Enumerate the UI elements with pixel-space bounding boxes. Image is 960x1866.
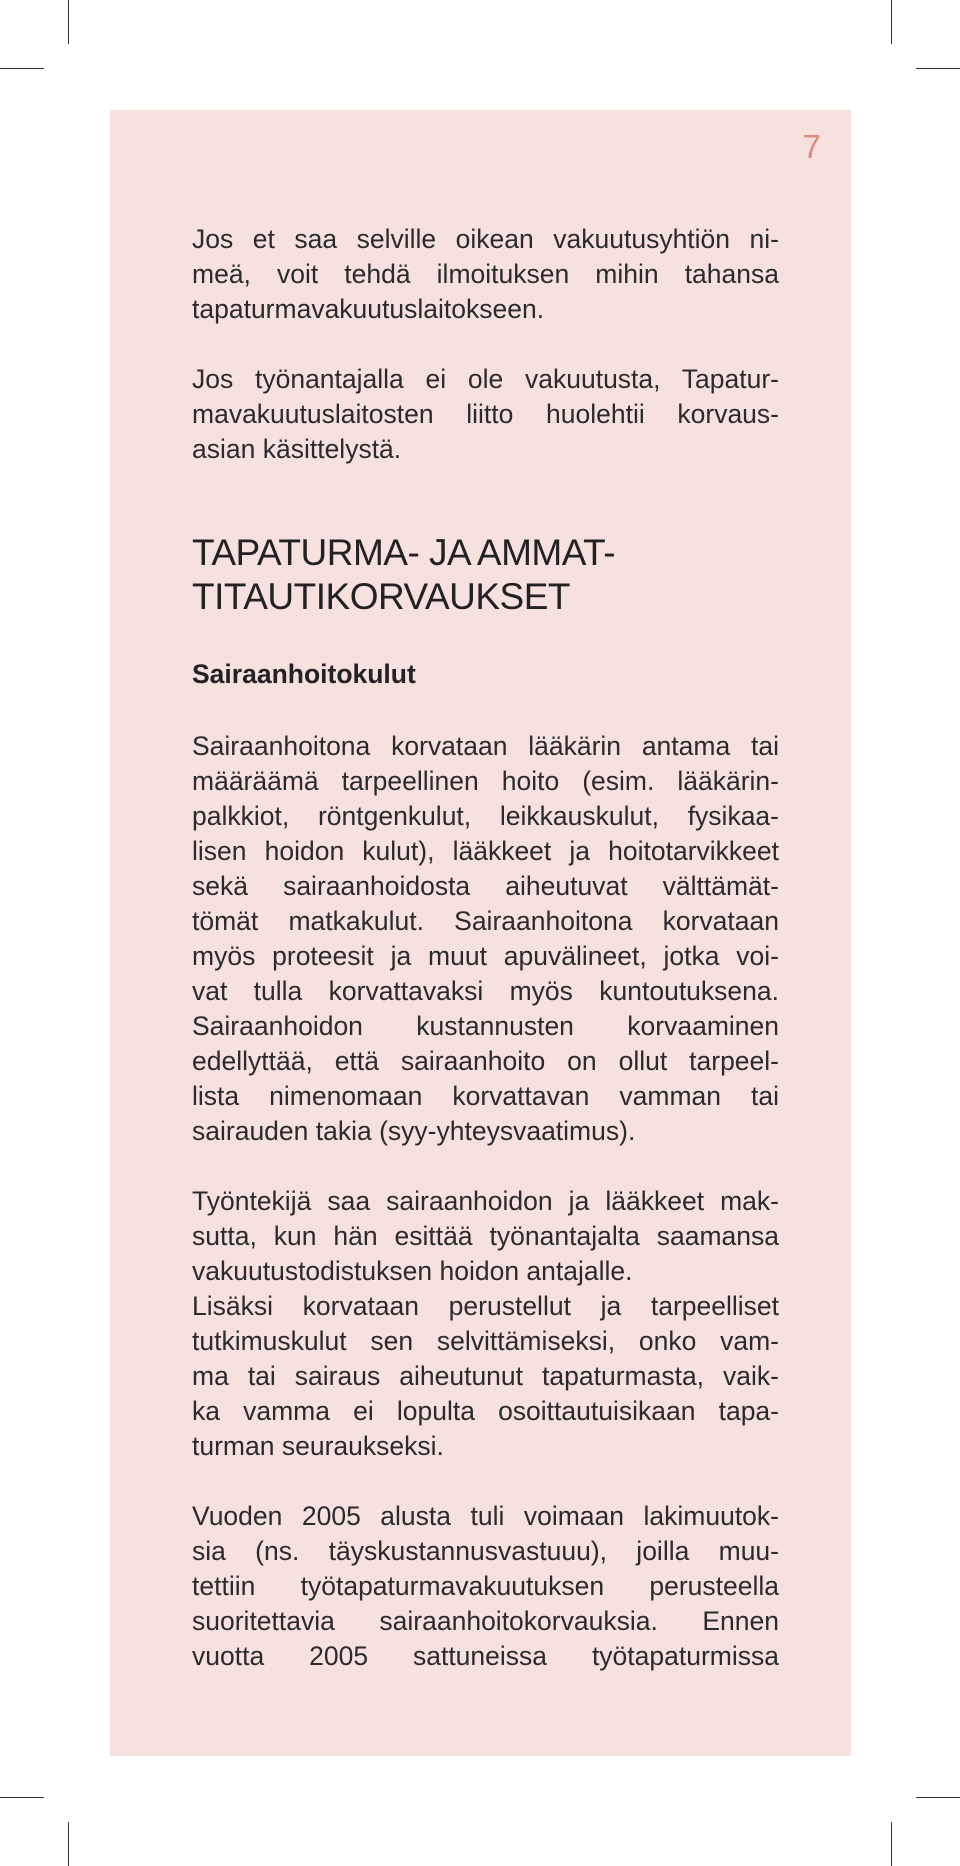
crop-mark-bottom-right bbox=[891, 1822, 892, 1866]
main-paragraph-2 bbox=[192, 1184, 779, 1464]
text-line: lista nimenomaan korvattavan vamman tai bbox=[192, 1081, 779, 1111]
text-line: tettiin työtapaturmavakuutuksen perusteella bbox=[192, 1571, 779, 1601]
text-line: Vuoden 2005 alusta tuli voimaan lakimuutok- bbox=[192, 1501, 779, 1531]
crop-mark-top-right bbox=[891, 0, 892, 44]
text-line: ma tai sairaus aiheutunut tapaturmasta, vaik- bbox=[192, 1361, 779, 1391]
heading-line: TITAUTIKORVAUKSET bbox=[192, 576, 570, 617]
text-line: vat tulla korvattavaksi myös kuntoutuksena. bbox=[192, 976, 779, 1006]
text-line: sia (ns. täyskustannusvastuuu), joilla muu- bbox=[192, 1536, 779, 1566]
text-line: Työntekijä saa sairaanhoidon ja lääkkeet mak- bbox=[192, 1186, 779, 1216]
crop-mark-top-right-h bbox=[916, 68, 960, 69]
text-line: asian käsittelystä. bbox=[192, 434, 402, 464]
text-line: meä, voit tehdä ilmoituksen mihin tahansa bbox=[192, 259, 779, 289]
section-heading bbox=[192, 531, 779, 619]
heading-line: TAPATURMA- JA AMMAT- bbox=[192, 532, 616, 573]
text-line: Jos työnantajalla ei ole vakuutusta, Tapatur- bbox=[192, 364, 779, 394]
crop-mark-top-left-h bbox=[0, 68, 44, 69]
text-line: lisen hoidon kulut), lääkkeet ja hoitotarvikkeet bbox=[192, 836, 779, 866]
text-line: vuotta 2005 sattuneissa työtapaturmissa bbox=[192, 1641, 779, 1671]
text-line: tömät matkakulut. Sairaanhoitona korvataan bbox=[192, 906, 779, 936]
text-line: tutkimuskulut sen selvittämiseksi, onko vam- bbox=[192, 1326, 779, 1356]
text-line: tapaturmavakuutuslaitokseen. bbox=[192, 294, 545, 324]
text-line: Sairaanhoitona korvataan lääkärin antama tai bbox=[192, 731, 779, 761]
text-line: turman seuraukseksi. bbox=[192, 1431, 444, 1461]
page-panel bbox=[110, 110, 851, 1756]
intro-paragraph-2 bbox=[192, 362, 779, 467]
text-line: mavakuutuslaitosten liitto huolehtii korvaus- bbox=[192, 399, 779, 429]
text-line: Jos et saa selville oikean vakuutusyhtiön ni- bbox=[192, 224, 779, 254]
text-line: Lisäksi korvataan perustellut ja tarpeelliset bbox=[192, 1291, 779, 1321]
subheading: Sairaanhoitokulut bbox=[192, 659, 416, 689]
crop-mark-bottom-left-h bbox=[0, 1797, 44, 1798]
text-line: määräämä tarpeellinen hoito (esim. lääkärin- bbox=[192, 766, 779, 796]
main-paragraph-1 bbox=[192, 729, 779, 1149]
text-line: vakuutustodistuksen hoidon antajalle. bbox=[192, 1256, 633, 1286]
text-line: ka vamma ei lopulta osoittautuisikaan tapa- bbox=[192, 1396, 779, 1426]
text-line: sekä sairaanhoidosta aiheutuvat välttämät- bbox=[192, 871, 779, 901]
text-line: edellyttää, että sairaanhoito on ollut tarpeel- bbox=[192, 1046, 779, 1076]
crop-mark-bottom-right-h bbox=[916, 1797, 960, 1798]
crop-mark-top-left bbox=[68, 0, 69, 44]
intro-paragraph-1 bbox=[192, 222, 779, 327]
crop-mark-bottom-left bbox=[68, 1822, 69, 1866]
page-number: 7 bbox=[802, 128, 821, 165]
text-line: sairauden takia (syy-yhteysvaatimus). bbox=[192, 1116, 636, 1146]
text-line: Sairaanhoidon kustannusten korvaaminen bbox=[192, 1011, 779, 1041]
text-line: suoritettavia sairaanhoitokorvauksia. Ennen bbox=[192, 1606, 779, 1636]
text-line: sutta, kun hän esittää työnantajalta saamansa bbox=[192, 1221, 779, 1251]
main-paragraph-3 bbox=[192, 1499, 779, 1674]
page-content bbox=[192, 222, 779, 1674]
text-line: myös proteesit ja muut apuvälineet, jotka voi- bbox=[192, 941, 779, 971]
text-line: palkkiot, röntgenkulut, leikkauskulut, fysikaa- bbox=[192, 801, 779, 831]
